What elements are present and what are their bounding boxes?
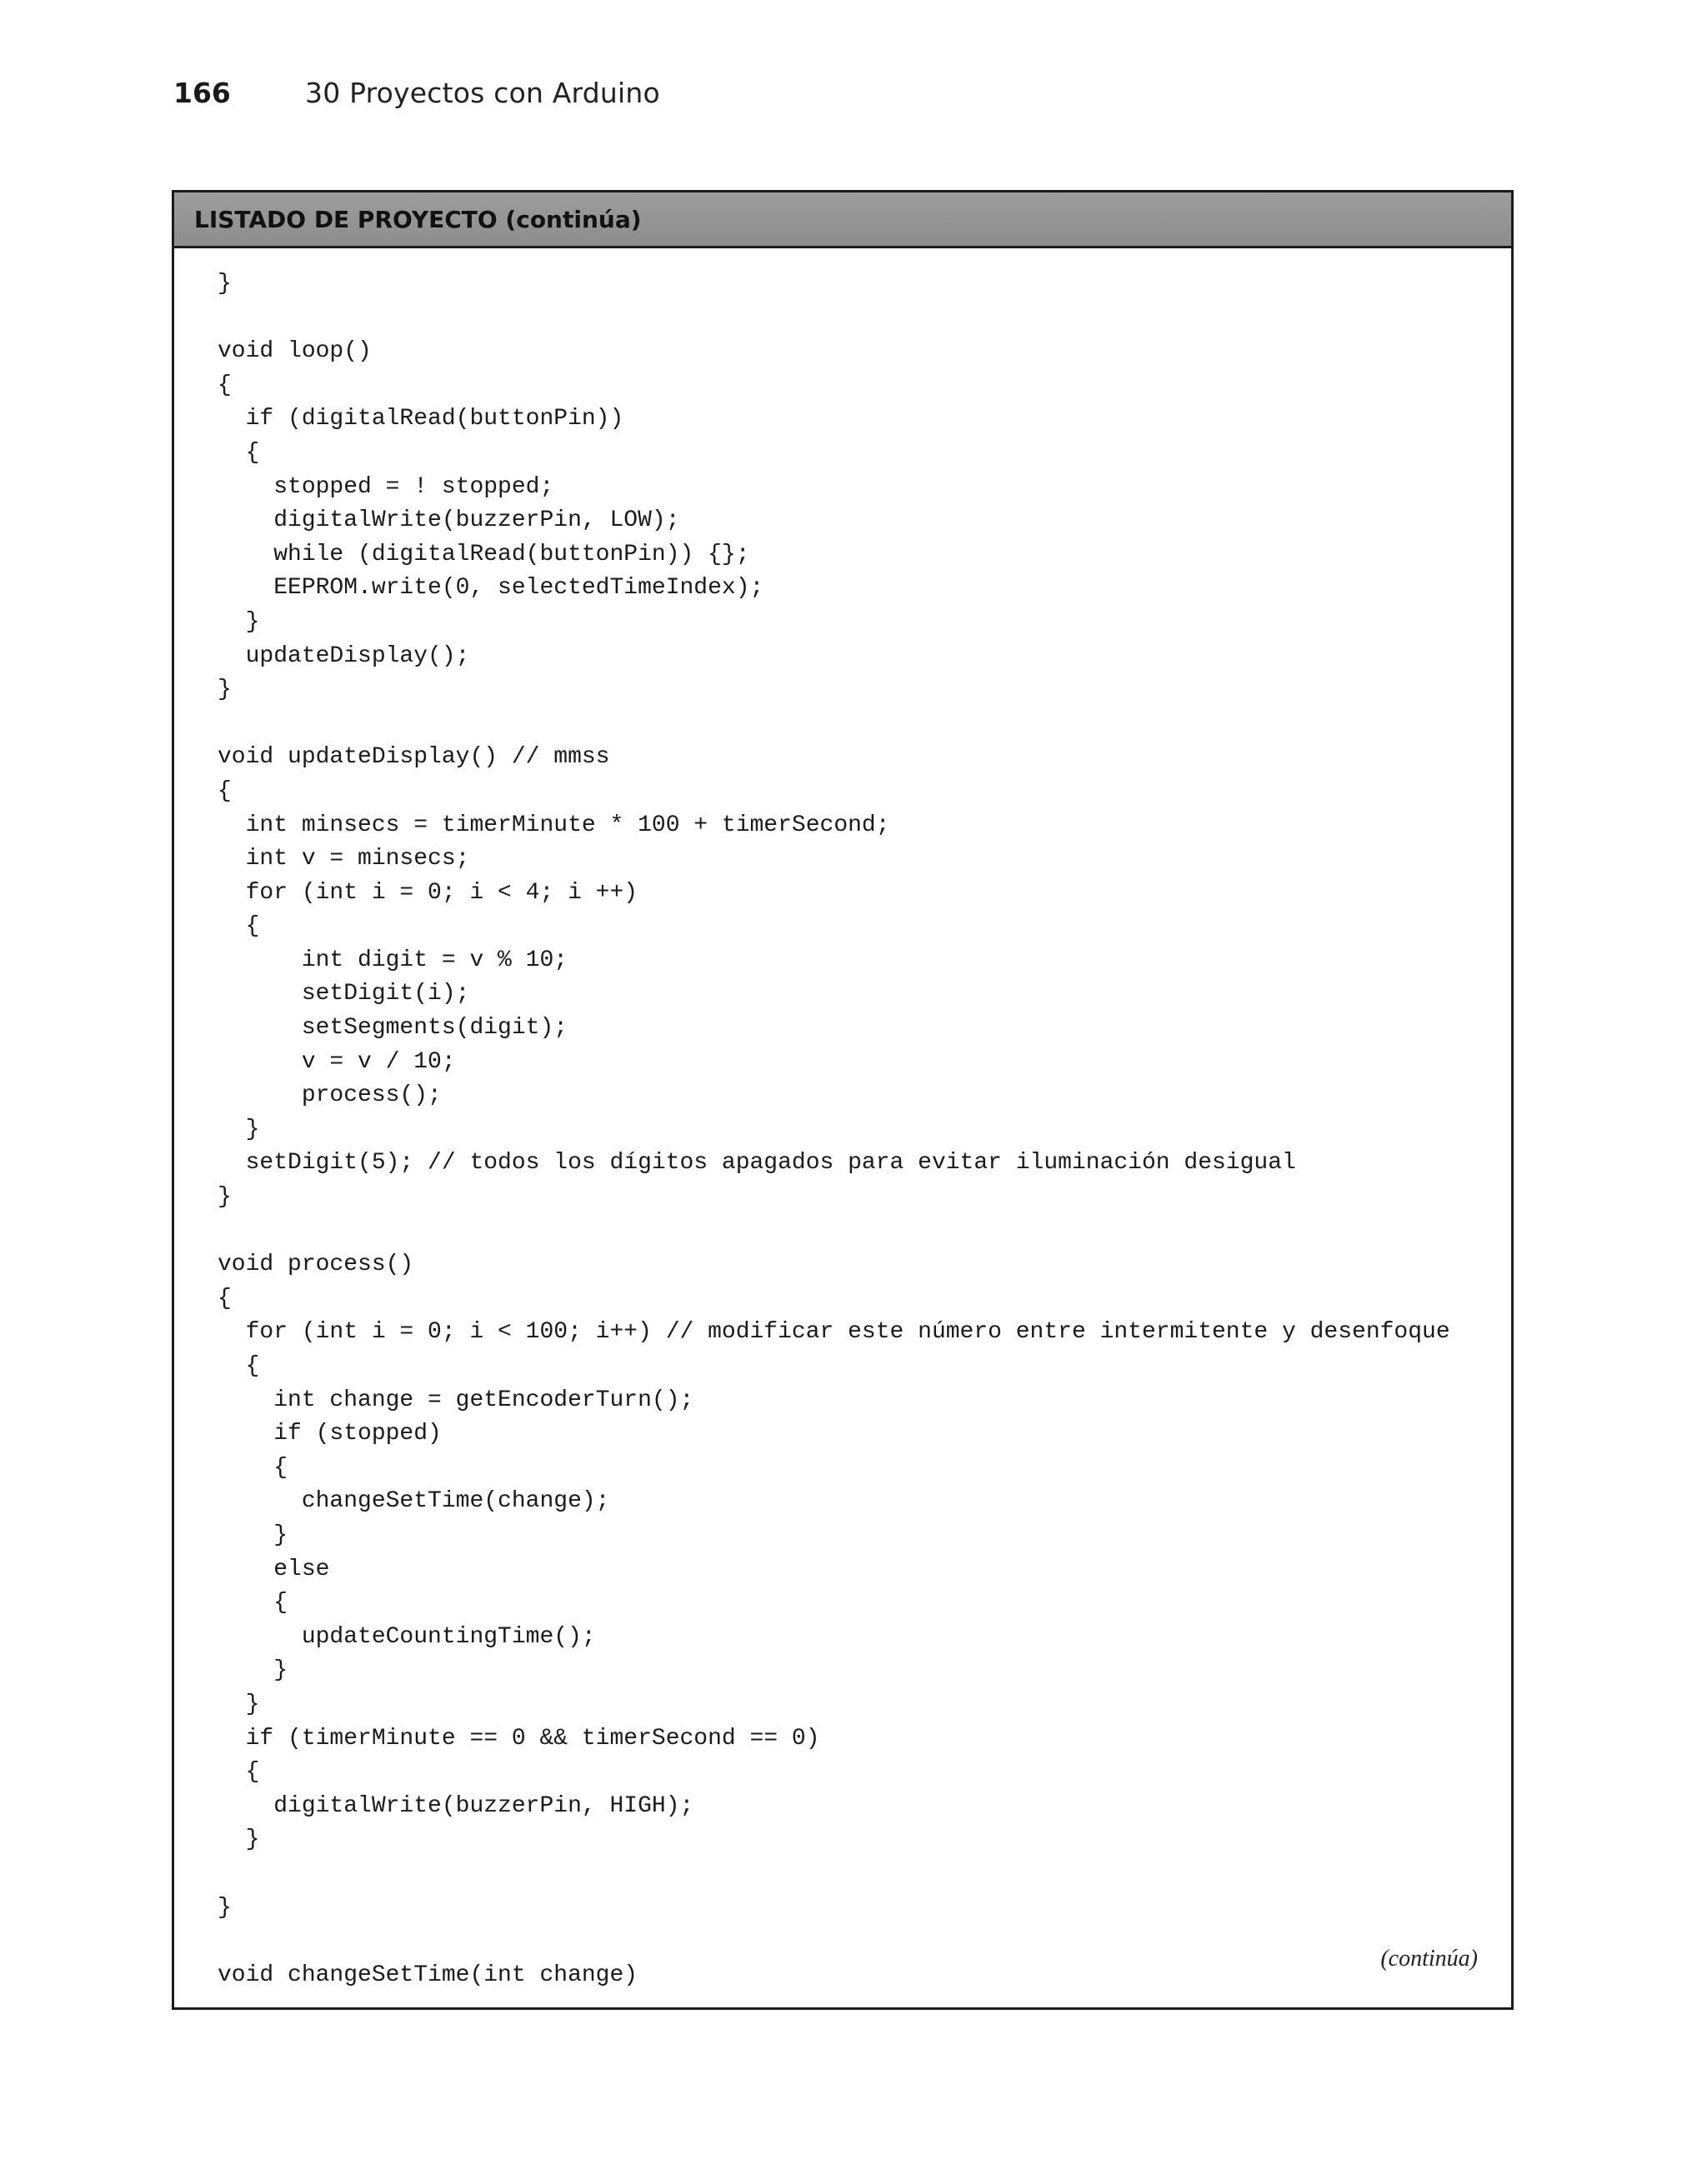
code-line [218,302,1478,336]
code-line: int v = minsecs; [218,846,470,872]
page-number: 166 [173,77,231,109]
code-line: process(); [218,1082,442,1109]
code-line: { [218,439,260,466]
code-line: } [218,608,260,635]
code-line: { [218,1285,232,1312]
code-line: if (stopped) [218,1421,442,1447]
code-line: void loop() [218,338,372,365]
code-line: v = v / 10; [218,1048,456,1075]
code-line [218,1925,1478,1959]
code-line: { [218,777,232,804]
code-line: stopped = ! stopped; [218,473,554,500]
code-block [218,267,1478,1992]
code-line: } [218,1894,232,1921]
running-head [173,77,660,127]
code-line: int change = getEncoderTurn(); [218,1387,694,1413]
code-line: } [218,1184,232,1211]
code-line [218,1857,1478,1892]
code-line: setDigit(i); [218,981,470,1007]
code-line: if (timerMinute == 0 && timerSecond == 0) [218,1725,820,1752]
code-line: } [218,1827,260,1853]
code-line: void changeSetTime(int change) [218,1962,638,1988]
code-line: changeSetTime(change); [218,1488,610,1515]
listing-title: LISTADO DE PROYECTO (continúa) [194,205,642,233]
code-line: } [218,1116,260,1142]
code-line: setDigit(5); // todos los dígitos apagados para evitar iluminación desigual [218,1150,1296,1177]
code-line: setSegments(digit); [218,1015,568,1042]
code-line: if (digitalRead(buttonPin)) [218,406,624,432]
code-listing-box [172,190,1514,2010]
code-line: { [218,1353,260,1379]
code-line: updateCountingTime(); [218,1623,596,1650]
code-line: void updateDisplay() // mmss [218,744,610,771]
code-line [218,1215,1478,1249]
code-line: int digit = v % 10; [218,947,568,973]
code-line: { [218,1590,288,1617]
code-line: } [218,1691,260,1717]
code-line: { [218,1759,260,1786]
code-line: digitalWrite(buzzerPin, LOW); [218,507,680,534]
code-line: int minsecs = timerMinute * 100 + timerSecond; [218,812,890,838]
continued-note: (continúa) [1380,1946,1478,1972]
code-line: EEPROM.write(0, selectedTimeIndex); [218,575,764,602]
code-line: for (int i = 0; i < 4; i ++) [218,879,638,906]
code-line: } [218,1522,288,1548]
code-line: else [218,1556,330,1582]
book-title: 30 Proyectos con Arduino [305,77,660,109]
code-line: digitalWrite(buzzerPin, HIGH); [218,1792,694,1819]
code-line: updateDisplay(); [218,642,470,669]
code-line: void process() [218,1252,414,1278]
code-line: for (int i = 0; i < 100; i++) // modificar este número entre intermitente y desenfoque [218,1319,1450,1346]
code-line: } [218,677,232,703]
code-line [218,707,1478,742]
code-line: while (digitalRead(buttonPin)) {}; [218,541,750,567]
code-line: { [218,913,260,940]
code-line: } [218,1657,288,1684]
code-line: } [218,271,232,297]
code-line: { [218,1454,288,1481]
listing-header [174,192,1511,248]
code-line: { [218,372,232,398]
